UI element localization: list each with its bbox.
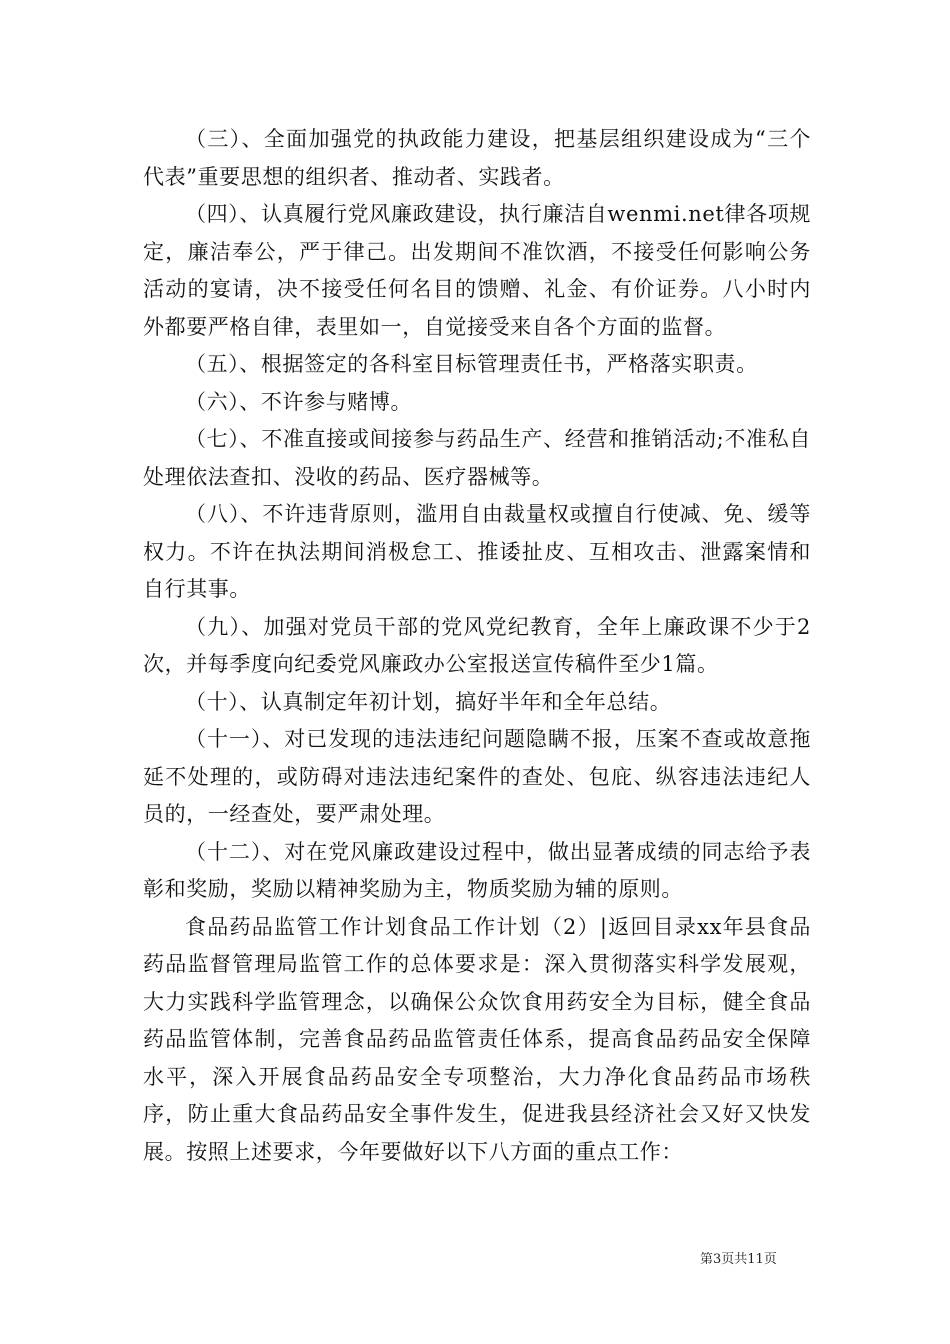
paragraph-5: （五）、根据签定的各科室目标管理责任书，严格落实职责。: [185, 352, 758, 376]
paragraph-7: （七）、不准直接或间接参与药品生产、经营和推销活动;不准私自处理依法查扣、没收的药品、医疗器械等。: [143, 427, 811, 489]
paragraph-3: （三）、全面加强党的执政能力建设，把基层组织建设成为“三个代表”重要思想的组织者、推动者、实践者。: [143, 127, 811, 189]
paragraph-4: （四）、认真履行党风廉政建设，执行廉洁自wenmi.net律各项规定，廉洁奉公，严于律己。出发期间不准饮酒，不接受任何影响公务活动的宴请，决不接受任何名目的馈赠、礼金、有价证券。八小时内外都要严格自律，表里如一，自觉接受来自各个方面的监督。: [143, 202, 811, 339]
paragraph-9: （九）、加强对党员干部的党风党纪教育，全年上廉政课不少于2次，并每季度向纪委党风廉政办公室报送宣传稿件至少1篇。: [143, 614, 811, 676]
paragraph-food-drug-plan: 食品药品监管工作计划食品工作计划（2）|返回目录xx年县食品药品监督管理局监管工作的总体要求是：深入贯彻落实科学发展观，大力实践科学监管理念，以确保公众饮食用药安全为目标，健全食品药品监管体制，完善食品药品监管责任体系，提高食品药品安全保障水平，深入开展食品药品安全专项整治，大力净化食品药品市场秩序，防止重大食品药品安全事件发生，促进我县经济社会又好又快发展。按照上述要求，今年要做好以下八方面的重点工作：: [143, 914, 811, 1164]
paragraph-8: （八）、不许违背原则，滥用自由裁量权或擅自行使减、免、缓等权力。不许在执法期间消极怠工、推诿扯皮、互相攻击、泄露案情和自行其事。: [143, 502, 811, 601]
paragraph-10: （十）、认真制定年初计划，搞好半年和全年总结。: [185, 689, 672, 714]
paragraph-6: （六）、不许参与赌博。: [185, 389, 413, 414]
page-number-footer: 第3页共11页: [700, 1252, 777, 1267]
document-body: [143, 121, 811, 1171]
paragraph-12: （十二）、对在党风廉政建设过程中，做出显著成绩的同志给予表彰和奖励，奖励以精神奖励为主，物质奖励为辅的原则。: [143, 839, 811, 901]
paragraph-11: （十一）、对已发现的违法违纪问题隐瞒不报，压案不查或故意拖延不处理的，或防碍对违法违纪案件的查处、包庇、纵容违法违纪人员的，一经查处，要严肃处理。: [143, 727, 811, 826]
